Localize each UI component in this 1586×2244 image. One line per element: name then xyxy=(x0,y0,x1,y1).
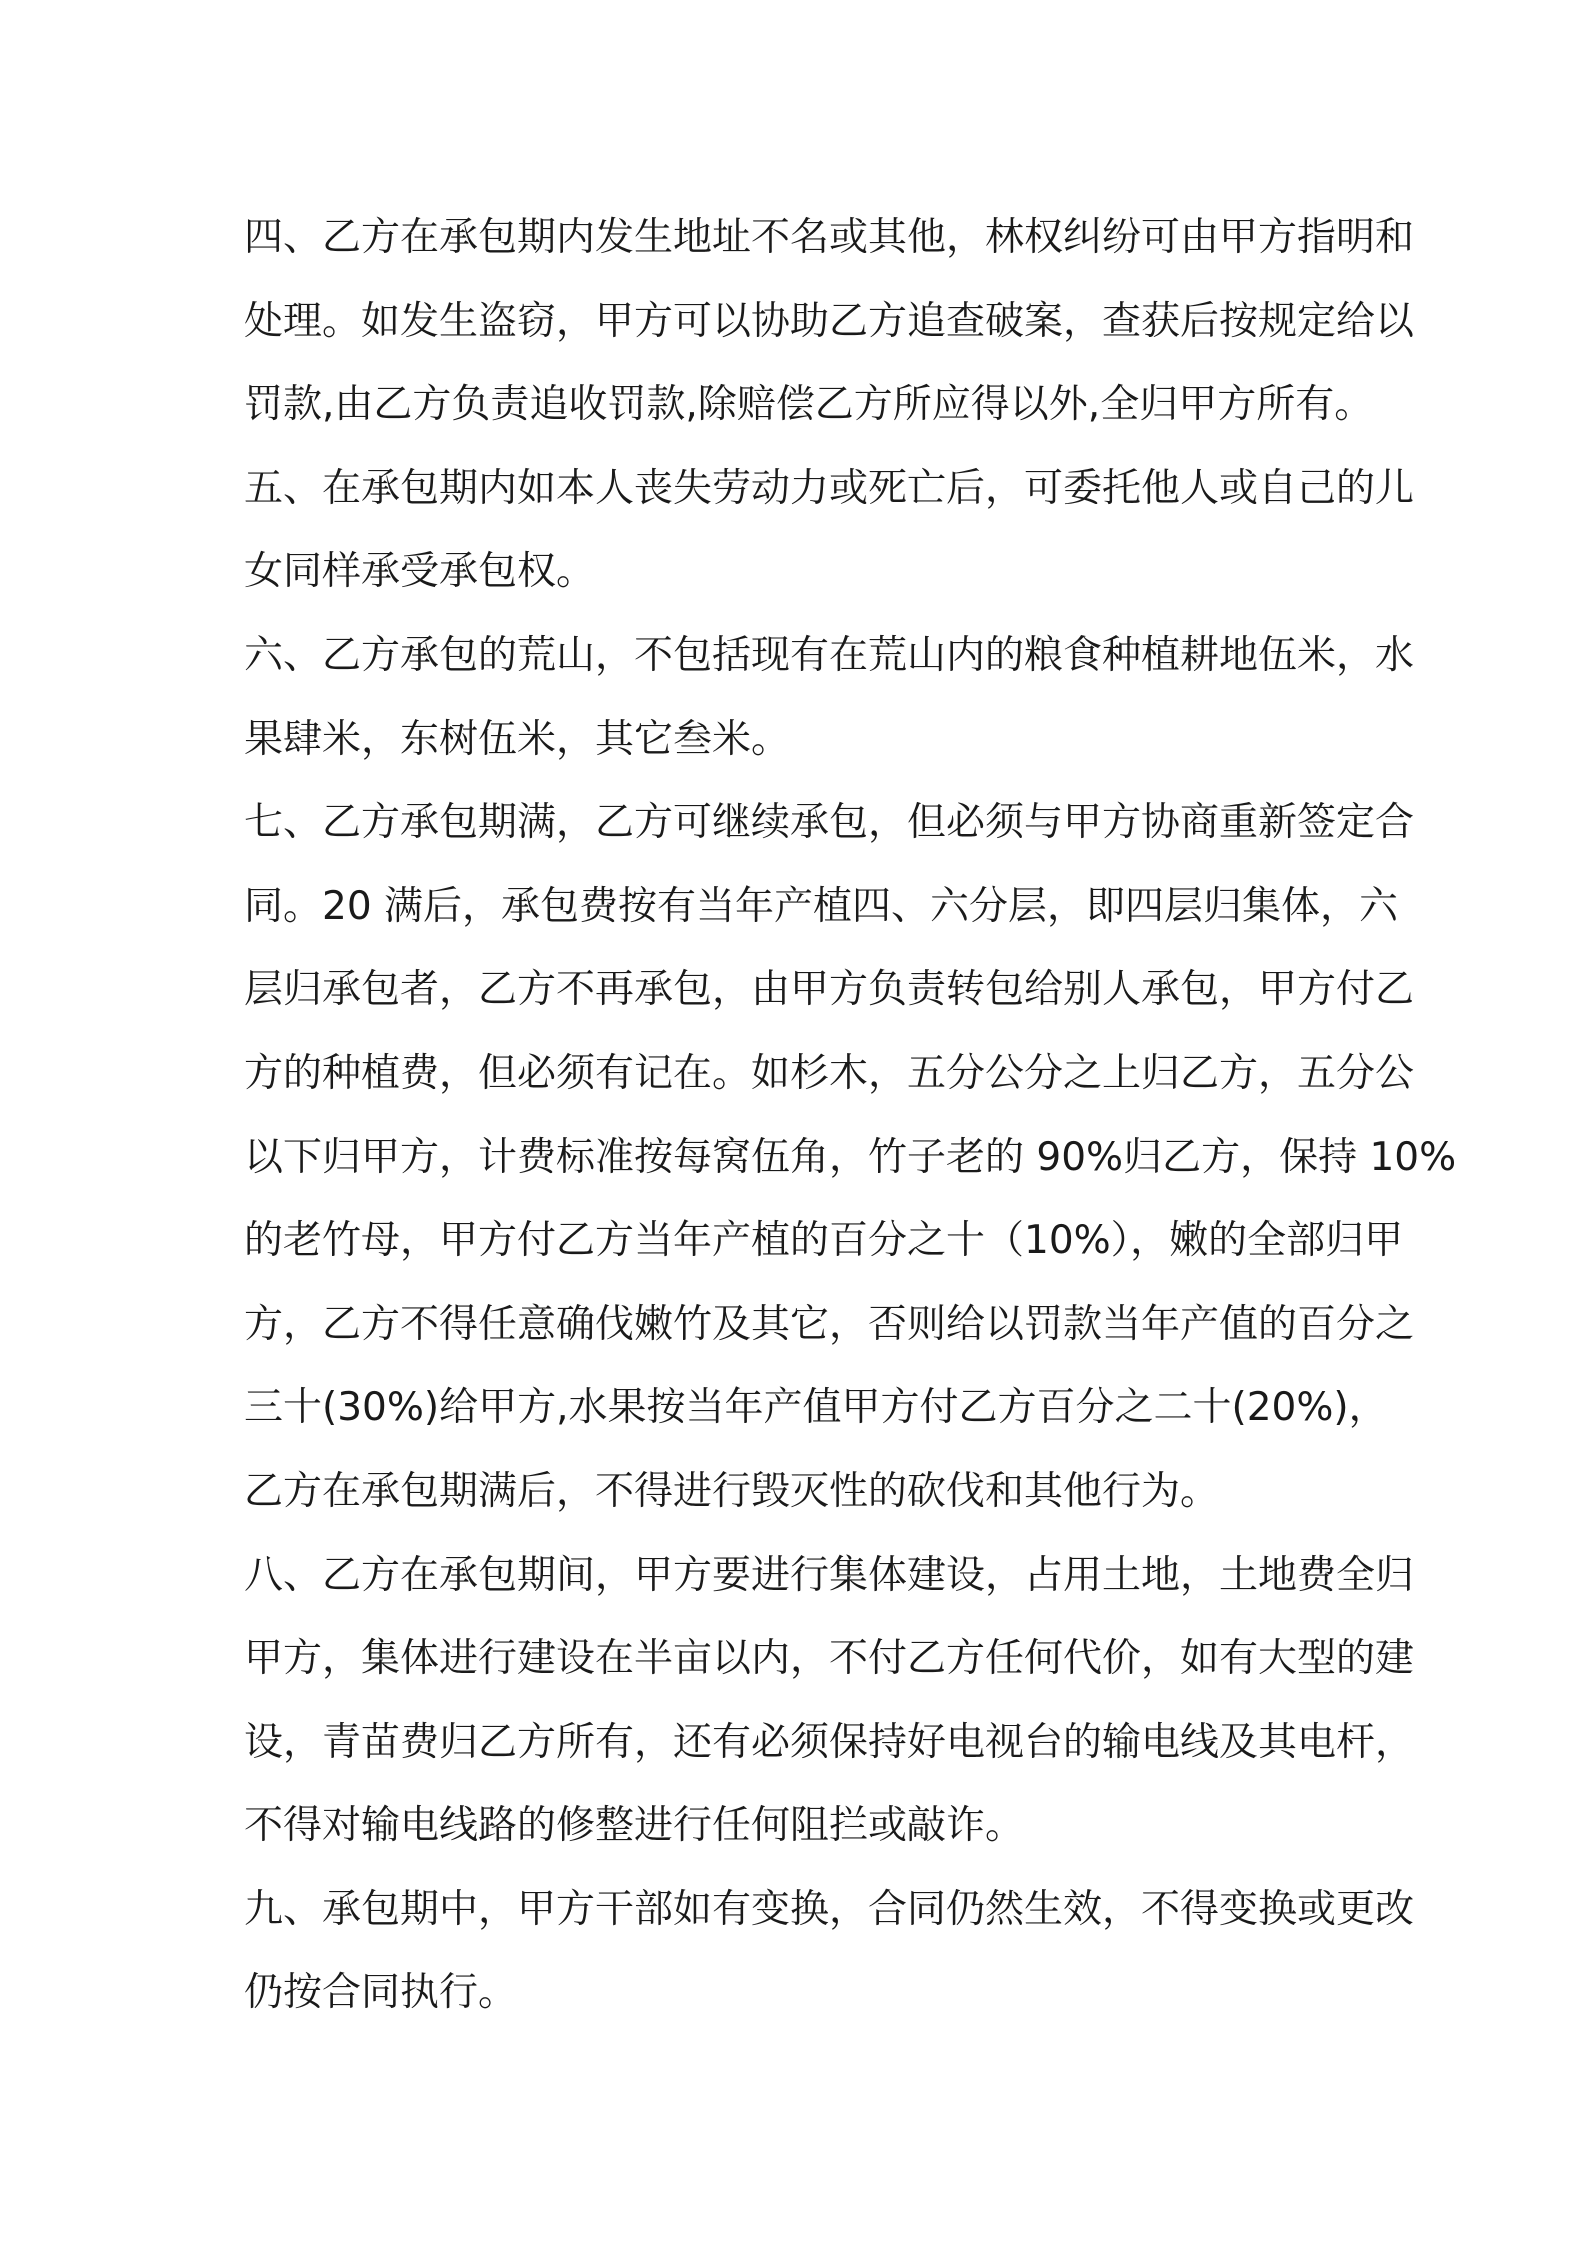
clause-7-line-5: 以下归甲方，计费标准按每窝伍角，竹子老的 90%归乙方，保持 10% xyxy=(244,1134,1457,1180)
clause-7-line-4: 方的种植费，但必须有记在。如杉木，五分公分之上归乙方，五分公 xyxy=(244,1050,1415,1096)
clause-8-line-4: 不得对输电线路的修整进行任何阻拦或敲诈。 xyxy=(244,1803,1025,1849)
clause-7-line-3: 层归承包者，乙方不再承包，由甲方负责转包给别人承包，甲方付乙 xyxy=(244,967,1415,1013)
clause-5-line-2: 女同样承受承包权。 xyxy=(244,549,596,595)
clause-7-line-1: 七、乙方承包期满，乙方可继续承包，但必须与甲方协商重新签定合 xyxy=(244,800,1415,846)
clause-8-line-1: 八、乙方在承包期间，甲方要进行集体建设，占用土地，土地费全归 xyxy=(244,1552,1415,1598)
clause-8-line-3: 设，青苗费归乙方所有，还有必须保持好电视台的输电线及其电杆， xyxy=(244,1719,1415,1765)
clause-5-line-1: 五、在承包期内如本人丧失劳动力或死亡后，可委托他人或自己的儿 xyxy=(244,465,1415,511)
clause-4-line-1: 四、乙方在承包期内发生地址不名或其他，林权纠纷可由甲方指明和 xyxy=(244,215,1415,260)
clause-6-line-1: 六、乙方承包的荒山，不包括现有在荒山内的粮食种植耕地伍米，水 xyxy=(244,632,1415,678)
clause-4-line-3: 罚款,由乙方负责追收罚款,除赔偿乙方所应得以外,全归甲方所有。 xyxy=(244,382,1374,428)
clause-7-line-6: 的老竹母，甲方付乙方当年产植的百分之十（10%），嫩的全部归甲 xyxy=(244,1218,1404,1264)
clause-9-line-1: 九、承包期中，甲方干部如有变换，合同仍然生效，不得变换或更改 xyxy=(244,1886,1415,1932)
contract-clauses xyxy=(244,196,1457,2035)
clause-7-line-9: 乙方在承包期满后，不得进行毁灭性的砍伐和其他行为。 xyxy=(244,1468,1220,1514)
clause-8-line-2: 甲方，集体进行建设在半亩以内，不付乙方任何代价，如有大型的建 xyxy=(244,1636,1415,1682)
clause-7-line-8: 三十(30%)给甲方,水果按当年产值甲方付乙方百分之二十(20%)， xyxy=(244,1385,1388,1431)
clause-6-line-2: 果肆米，东树伍米，其它叁米。 xyxy=(244,716,791,762)
clause-7-line-7: 方，乙方不得任意确伐嫩竹及其它，否则给以罚款当年产值的百分之 xyxy=(244,1301,1415,1347)
clause-4-line-2: 处理。如发生盗窃，甲方可以协助乙方追查破案，查获后按规定给以 xyxy=(244,298,1415,344)
clause-7-line-2: 同。20 满后，承包费按有当年产植四、六分层，即四层归集体，六 xyxy=(244,883,1399,929)
clause-9-line-2: 仍按合同执行。 xyxy=(244,1970,518,2016)
